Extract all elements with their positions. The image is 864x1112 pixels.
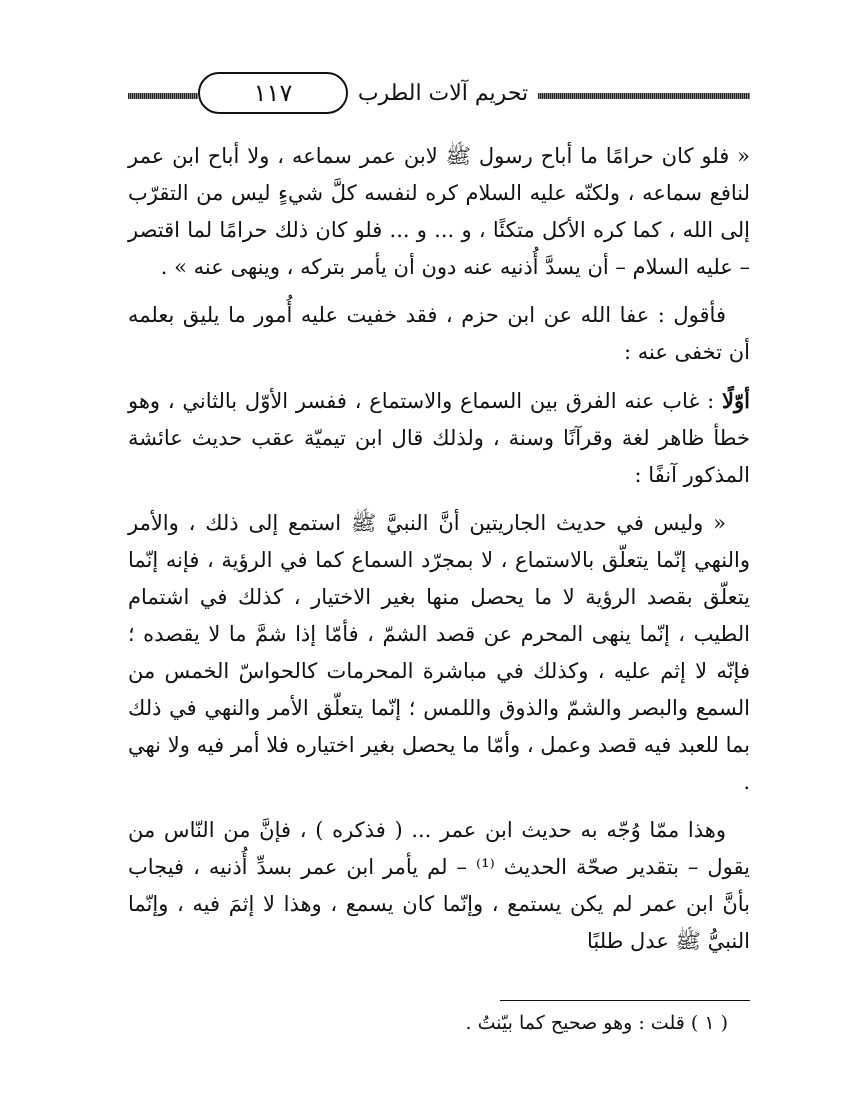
- paragraph-quote-ibn-hazm: [128, 138, 750, 286]
- paragraph-text: وهذا ممّا وُجّه به حديث ابن عمر ... ( فذكره ) ، فإنَّ من النّاس من يقول – بتقدير صحّة الحديث ⁽¹⁾ – لم يأمر ابن عمر بسدِّ أُذنيه ، فيجاب بأنَّ ابن عمر لم يكن يستمع ، وإنّما كان يسمع ، وهذا لا إثمَ فيه ، وإنّما النبيُّ ﷺ عدل طلبًا: [128, 818, 750, 953]
- paragraph-first-point: [128, 382, 750, 494]
- footnote-divider: [500, 1000, 750, 1001]
- page-number: ١١٧: [198, 72, 348, 114]
- header-rule-right: [538, 93, 750, 99]
- book-title: تحريم آلات الطرب: [357, 81, 529, 106]
- paragraph-text: « فلو كان حرامًا ما أباح رسول ﷺ لابن عمر سماعه ، ولا أباح ابن عمر لنافع سماعه ، ولكنّه عليه السلام كره لنفسه كلَّ شيءٍ ليس من التقرّب إلى الله ، كما كره الأكل متكئًا ، و ... و ... فلو كان ذلك حرامًا لما اقتصر – عليه السلام – أن يسدَّ أُذنيه عنه دون أن يأمر بتركه ، وينهى عنه » .: [128, 144, 750, 279]
- paragraph-quote-ibn-taymiyya: [128, 505, 750, 801]
- footnote: ( ١ ) قلت : وهو صحيح كما بيّنتُ .: [465, 1012, 728, 1034]
- paragraph-text: « وليس في حديث الجاريتين أنَّ النبيَّ ﷺ استمع إلى ذلك ، والأمر والنهي إنّما يتعلّق بالاستماع ، لا بمجرّد السماع كما في الرؤية ، فإنه إنّما يتعلّق بقصد الرؤية لا ما يحصل منها بغير الاختيار ، كذلك في اشتمام الطيب ، إنّما ينهى المحرم عن قصد الشمّ ، فأمّا إذا شمَّ ما لا يقصده ؛ فإنّه لا إثم عليه ، وكذلك في مباشرة المحرمات كالحواسّ الخمس من السمع والبصر والشمّ والذوق واللمس ؛ إنّما يتعلّق الأمر والنهي في ذلك بما للعبد فيه قصد وعمل ، وأمّا ما يحصل بغير اختياره فلا أمر فيه ولا نهي .: [128, 511, 750, 794]
- page-header: [128, 70, 750, 120]
- body-text: [128, 138, 750, 971]
- paragraph-text: : غاب عنه الفرق بين السماع والاستماع ، ففسر الأوّل بالثاني ، وهو خطأ ظاهر لغة وقرآنًا وسنة ، ولذلك قال ابن تيميّة عقب حديث عائشة المذكور آنفًا :: [128, 389, 750, 487]
- paragraph-lead: أوّلًا: [722, 388, 750, 413]
- paragraph-continuation: [128, 812, 750, 960]
- paragraph-text: فأقول : عفا الله عن ابن حزم ، فقد خفيت عليه أُمور ما يليق بعلمه أن تخفى عنه :: [128, 303, 750, 364]
- paragraph-reply: [128, 297, 750, 371]
- header-rule-left: [128, 93, 198, 99]
